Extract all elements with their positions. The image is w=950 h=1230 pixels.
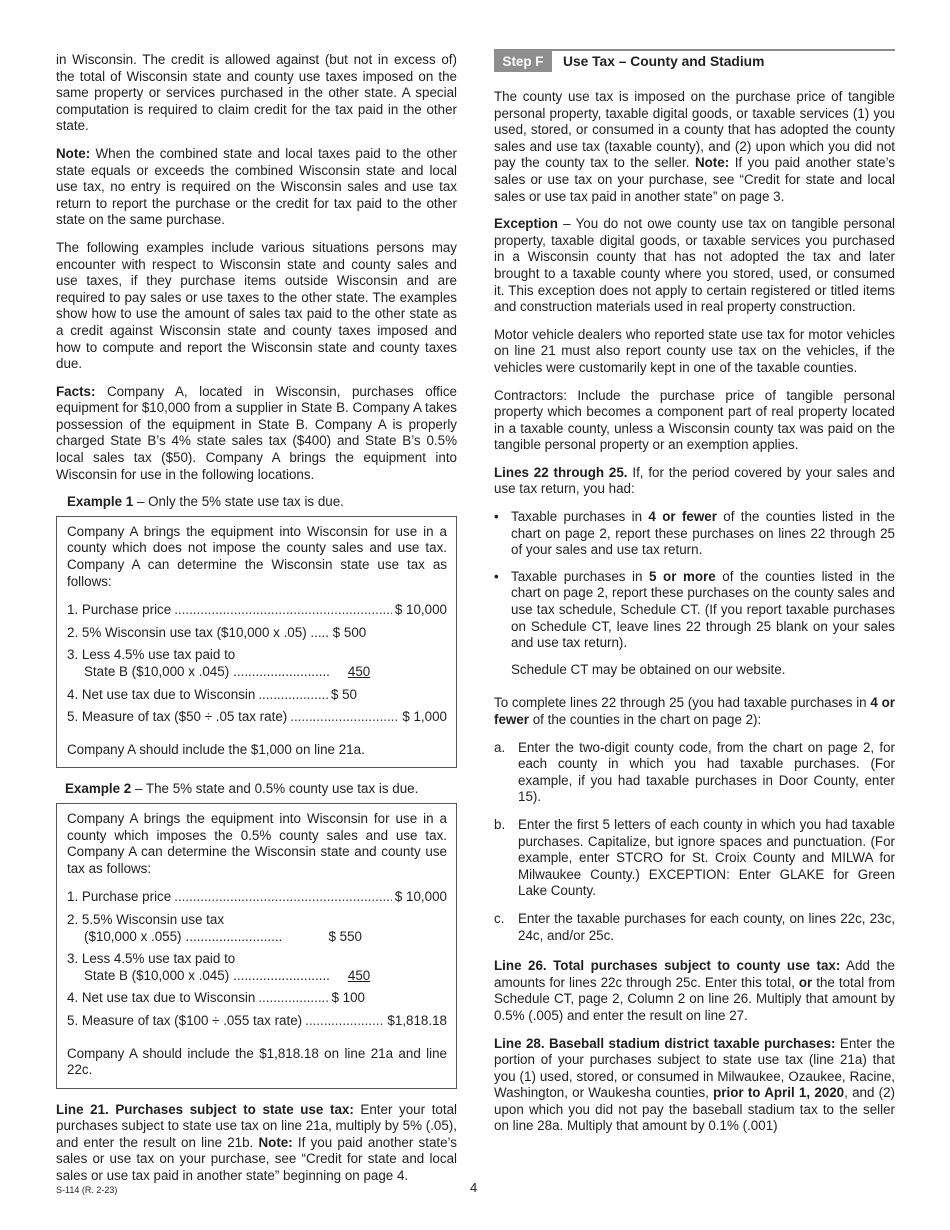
paragraph-facts bbox=[56, 384, 457, 484]
example-1-row-3 bbox=[67, 647, 447, 680]
bullet-text: Taxable purchases in bbox=[511, 509, 649, 525]
list-marker: b. bbox=[494, 816, 506, 832]
example-2-box bbox=[56, 803, 457, 1089]
complete-text: of the counties in the chart on page 2): bbox=[528, 712, 762, 727]
row-value: $ 10,000 bbox=[394, 602, 447, 618]
example-1-row-4 bbox=[67, 687, 357, 704]
example-1-conclusion: Company A should include the $1,000 on line 21a. bbox=[67, 741, 365, 757]
lines-22-25-text: If, for the period covered by your sales and use tax return, you had: bbox=[494, 464, 895, 497]
bullet-bold: 4 or fewer bbox=[648, 509, 717, 525]
example-1-row-1 bbox=[67, 602, 447, 619]
row-label: 3. Less 4.5% use tax paid to bbox=[67, 647, 236, 663]
schedule-ct-note: Schedule CT may be obtained on our website. bbox=[511, 661, 786, 677]
example-2-row-4 bbox=[67, 990, 365, 1007]
example-2-row-2 bbox=[67, 912, 447, 945]
paragraph-exception bbox=[494, 216, 895, 316]
paragraph-credit: in Wisconsin. The credit is allowed against (but not in excess of) the total of Wisconsin state and county use taxes imposed on the same property or services purchased in the other state. A special computation is required to claim credit for the tax paid in the other state. bbox=[56, 52, 457, 134]
bullet-5-or-more bbox=[494, 569, 895, 652]
county-note-text: If you paid another state’s sales or use tax on your purchase, see “Credit for state and local sales or use tax paid in another state” on page 3. bbox=[494, 155, 896, 204]
row-value: $ 1,000 bbox=[402, 709, 447, 725]
row-value: $1,818.18 bbox=[387, 1012, 447, 1028]
paragraph-line-28 bbox=[494, 1036, 895, 1136]
example-1-title: – Only the 5% state use tax is due. bbox=[133, 494, 344, 510]
bullet-icon: • bbox=[494, 568, 499, 584]
list-text: Enter the taxable purchases for each county, on lines 22c, 23c, 24c, and/or 25c. bbox=[518, 910, 895, 943]
line-28-text: Enter the portion of your purchases subject to state use tax (line 21a) that you (1) used, stored, or consumed in Milwaukee, Ozaukee, Racine, Washington, or Waukesha counties, bbox=[494, 1035, 895, 1101]
row-label: 1. Purchase price bbox=[67, 889, 172, 905]
example-1-box bbox=[56, 516, 457, 769]
row-label: 4. Net use tax due to Wisconsin bbox=[67, 686, 256, 702]
example-2-conclusion: Company A should include the $1,818.18 on line 21a and line 22c. bbox=[67, 1045, 447, 1078]
line-26-text: Add the amounts for lines 22c through 25c. Enter this total, bbox=[494, 958, 895, 990]
line-21-label: Line 21. Purchases subject to state use tax: bbox=[56, 1101, 354, 1117]
paragraph-to-complete bbox=[494, 695, 895, 728]
example-1-heading bbox=[67, 494, 457, 511]
paragraph-note bbox=[56, 146, 457, 229]
paragraph-contractors: Contractors: Include the purchase price of tangible personal property which becomes a component part of real property located in a taxable county, unless a Wisconsin county tax was paid on the tangible personal property or an exemption applies. bbox=[494, 387, 895, 453]
line-26-text: the total from Schedule CT, page 2, Column 2 on line 26. Multiply that amount by 0.5% (.005) and enter the result on line 27. bbox=[494, 974, 895, 1023]
facts-label: Facts: bbox=[56, 383, 96, 399]
example-2-row-1 bbox=[67, 889, 447, 906]
paragraph-motor-vehicle: Motor vehicle dealers who reported state use tax for motor vehicles on line 21 must also report county use tax on the vehicles, if the vehicles were customarily kept in one of the taxable counties. bbox=[494, 326, 895, 375]
exception-text: – You do not owe county use tax on tangible personal property, taxable digital goods, or taxable services you purchased in a Wisconsin county that has not adopted the tax and later brought to a taxable county where you stored, used, or consumed it. This exception does not apply to certain registered or titled items and construction materials used in real property construction. bbox=[494, 216, 895, 315]
row-value: $ 100 bbox=[331, 990, 365, 1006]
line-28-label: Line 28. Baseball stadium district taxable purchases: bbox=[494, 1035, 836, 1051]
row-label: 5. Measure of tax ($50 ÷ .05 tax rate) bbox=[67, 709, 288, 725]
line-28-text: , and (2) upon which you did not pay the baseball stadium tax to the seller on line 28a. Multiply that amount by 0.1% (.001) bbox=[494, 1085, 896, 1134]
right-column bbox=[494, 52, 895, 1146]
line-21-note-label: Note: bbox=[258, 1134, 293, 1150]
example-1-label: Example 1 bbox=[67, 494, 134, 510]
list-marker: a. bbox=[494, 739, 506, 755]
page-number: 4 bbox=[470, 1180, 478, 1195]
list-item-c bbox=[494, 911, 895, 944]
example-2-row-3 bbox=[67, 951, 447, 984]
lines-22-25-label: Lines 22 through 25. bbox=[494, 464, 628, 480]
example-1-row-2: 2. 5% Wisconsin use tax ($10,000 x .05) ..... $ 500 bbox=[67, 624, 367, 640]
bullet-4-or-fewer bbox=[494, 509, 895, 559]
row-label: 4. Net use tax due to Wisconsin bbox=[67, 990, 256, 1006]
example-2-label: Example 2 bbox=[65, 781, 132, 797]
list-text: Enter the two-digit county code, from the chart on page 2, for each county in which you had taxable purchases. (For example, if you had taxable purchases in Door County, enter 15). bbox=[518, 739, 895, 805]
example-1-row-5 bbox=[67, 709, 447, 726]
exception-label: Exception bbox=[494, 216, 558, 232]
step-title: Use Tax – County and Stadium bbox=[563, 54, 765, 69]
paragraph-line-26 bbox=[494, 958, 895, 1024]
example-2-intro: Company A brings the equipment into Wisconsin for use in a county which imposes the 0.5% county sales and use tax. Company A can determine the Wisconsin state and county use tax as follows: bbox=[67, 810, 447, 876]
row-value: 450 bbox=[347, 967, 371, 983]
row-value: 450 bbox=[347, 664, 371, 679]
row-label-2: ($10,000 x .055) bbox=[84, 928, 182, 944]
step-f-header bbox=[494, 49, 895, 72]
bullet-icon: • bbox=[494, 509, 499, 525]
bullet-bold: 5 or more bbox=[649, 568, 716, 584]
step-tag: Step F bbox=[494, 51, 556, 72]
bullet-text: of the counties listed in the chart on page 2, report these purchases on lines 22 through 25 of your sales and use tax return. bbox=[511, 509, 895, 558]
note-text: When the combined state and local taxes paid to the other state equals or exceeds the combined Wisconsin state and local use tax, no entry is required on the Wisconsin sales and use tax return to report the purchase or the credit for tax paid to the other state on the same purchase. bbox=[56, 145, 457, 228]
bullet-text: Taxable purchases in bbox=[511, 568, 650, 584]
county-use-tax-text: The county use tax is imposed on the purchase price of tangible personal property, taxable digital goods, or taxable services (1) you used, stored, or consumed in a county that has adopted the county sales and use tax (taxable county), and (2) upon which you did not pay the county tax to the seller. bbox=[494, 89, 895, 171]
note-label: Note: bbox=[56, 145, 91, 161]
row-label: 1. Purchase price bbox=[67, 602, 172, 618]
row-value: $ 50 bbox=[330, 686, 357, 702]
example-1-intro: Company A brings the equipment into Wisconsin for use in a county which does not impose the county sales and use tax. Company A can determine the Wisconsin state use tax as follows: bbox=[67, 523, 447, 589]
example-2-row-5 bbox=[67, 1013, 447, 1030]
paragraph-examples-intro: The following examples include various situations persons may encounter with respect to Wisconsin state and county sales and use taxes, if they purchase items outside Wisconsin and are required to pay sales or use taxes to the other state. The examples show how to use the amount of sales tax paid to the other state as a credit against Wisconsin state and county taxes imposed and how to compute and report the Wisconsin state and county taxes due. bbox=[56, 239, 457, 372]
row-label-2: State B ($10,000 x .045) bbox=[84, 664, 230, 679]
complete-bold: 4 or fewer bbox=[494, 695, 895, 727]
row-value: $ 10,000 bbox=[394, 889, 447, 905]
line-26-or: or bbox=[798, 974, 813, 990]
form-identifier: S-114 (R. 2-23) bbox=[56, 1185, 118, 1195]
row-label: 2. 5.5% Wisconsin use tax bbox=[67, 911, 225, 927]
county-note-label: Note: bbox=[694, 155, 730, 171]
bullet-text: of the counties listed in the chart on page 2, report these purchases on the county sales and use tax schedule, Schedule CT. (If you report taxable purchases on Schedule CT, leave lines 22 through 25 blank on your sales and use tax return). bbox=[511, 568, 895, 651]
list-item-b bbox=[494, 817, 895, 900]
line-21-text: Enter your total purchases subject to state use tax on line 21a, multiply by 5% (.05), and enter the result on line 21b. bbox=[56, 1101, 458, 1150]
list-text: Enter the first 5 letters of each county in which you had taxable purchases. Capitalize, but ignore spaces and punctuation. (For example, enter STCRO for St. Croix County and MILWA for Milwaukee County.) EXCEPTION: Enter GLAKE for Green Lake County. bbox=[518, 816, 895, 899]
paragraph-lines-22-25 bbox=[494, 465, 895, 498]
line-21-note-text: If you paid another state’s sales or use tax on your purchase, see “Credit for state and local sales or use tax paid in another state” beginning on page 4. bbox=[56, 1134, 457, 1184]
example-2-title: – The 5% state and 0.5% county use tax is due. bbox=[131, 781, 419, 797]
left-column bbox=[56, 52, 457, 1196]
row-label-2: State B ($10,000 x .045) bbox=[84, 967, 230, 983]
complete-text: To complete lines 22 through 25 (you had taxable purchases in bbox=[494, 695, 871, 711]
line-26-label: Line 26. Total purchases subject to county use tax: bbox=[494, 958, 841, 974]
paragraph-line-21 bbox=[56, 1102, 457, 1185]
line-28-date: prior to April 1, 2020 bbox=[713, 1085, 845, 1101]
list-item-a bbox=[494, 740, 895, 806]
paragraph-county-use-tax bbox=[494, 89, 895, 205]
list-marker: c. bbox=[494, 910, 505, 926]
row-label: 5. Measure of tax ($100 ÷ .055 tax rate) bbox=[67, 1012, 303, 1028]
example-2-heading bbox=[65, 781, 457, 798]
facts-text: Company A, located in Wisconsin, purchases office equipment for $10,000 from a supplier in State B. Company A takes possession of the equipment in State B. Company A is properly charged State B’s 4% state sales tax ($400) and State B’s 0.5% local sales tax ($50). Company A brings the equipment into Wisconsin for use in the following locations. bbox=[56, 383, 457, 482]
row-label: 3. Less 4.5% use tax paid to bbox=[67, 951, 236, 967]
row-value: $ 550 bbox=[328, 928, 362, 944]
